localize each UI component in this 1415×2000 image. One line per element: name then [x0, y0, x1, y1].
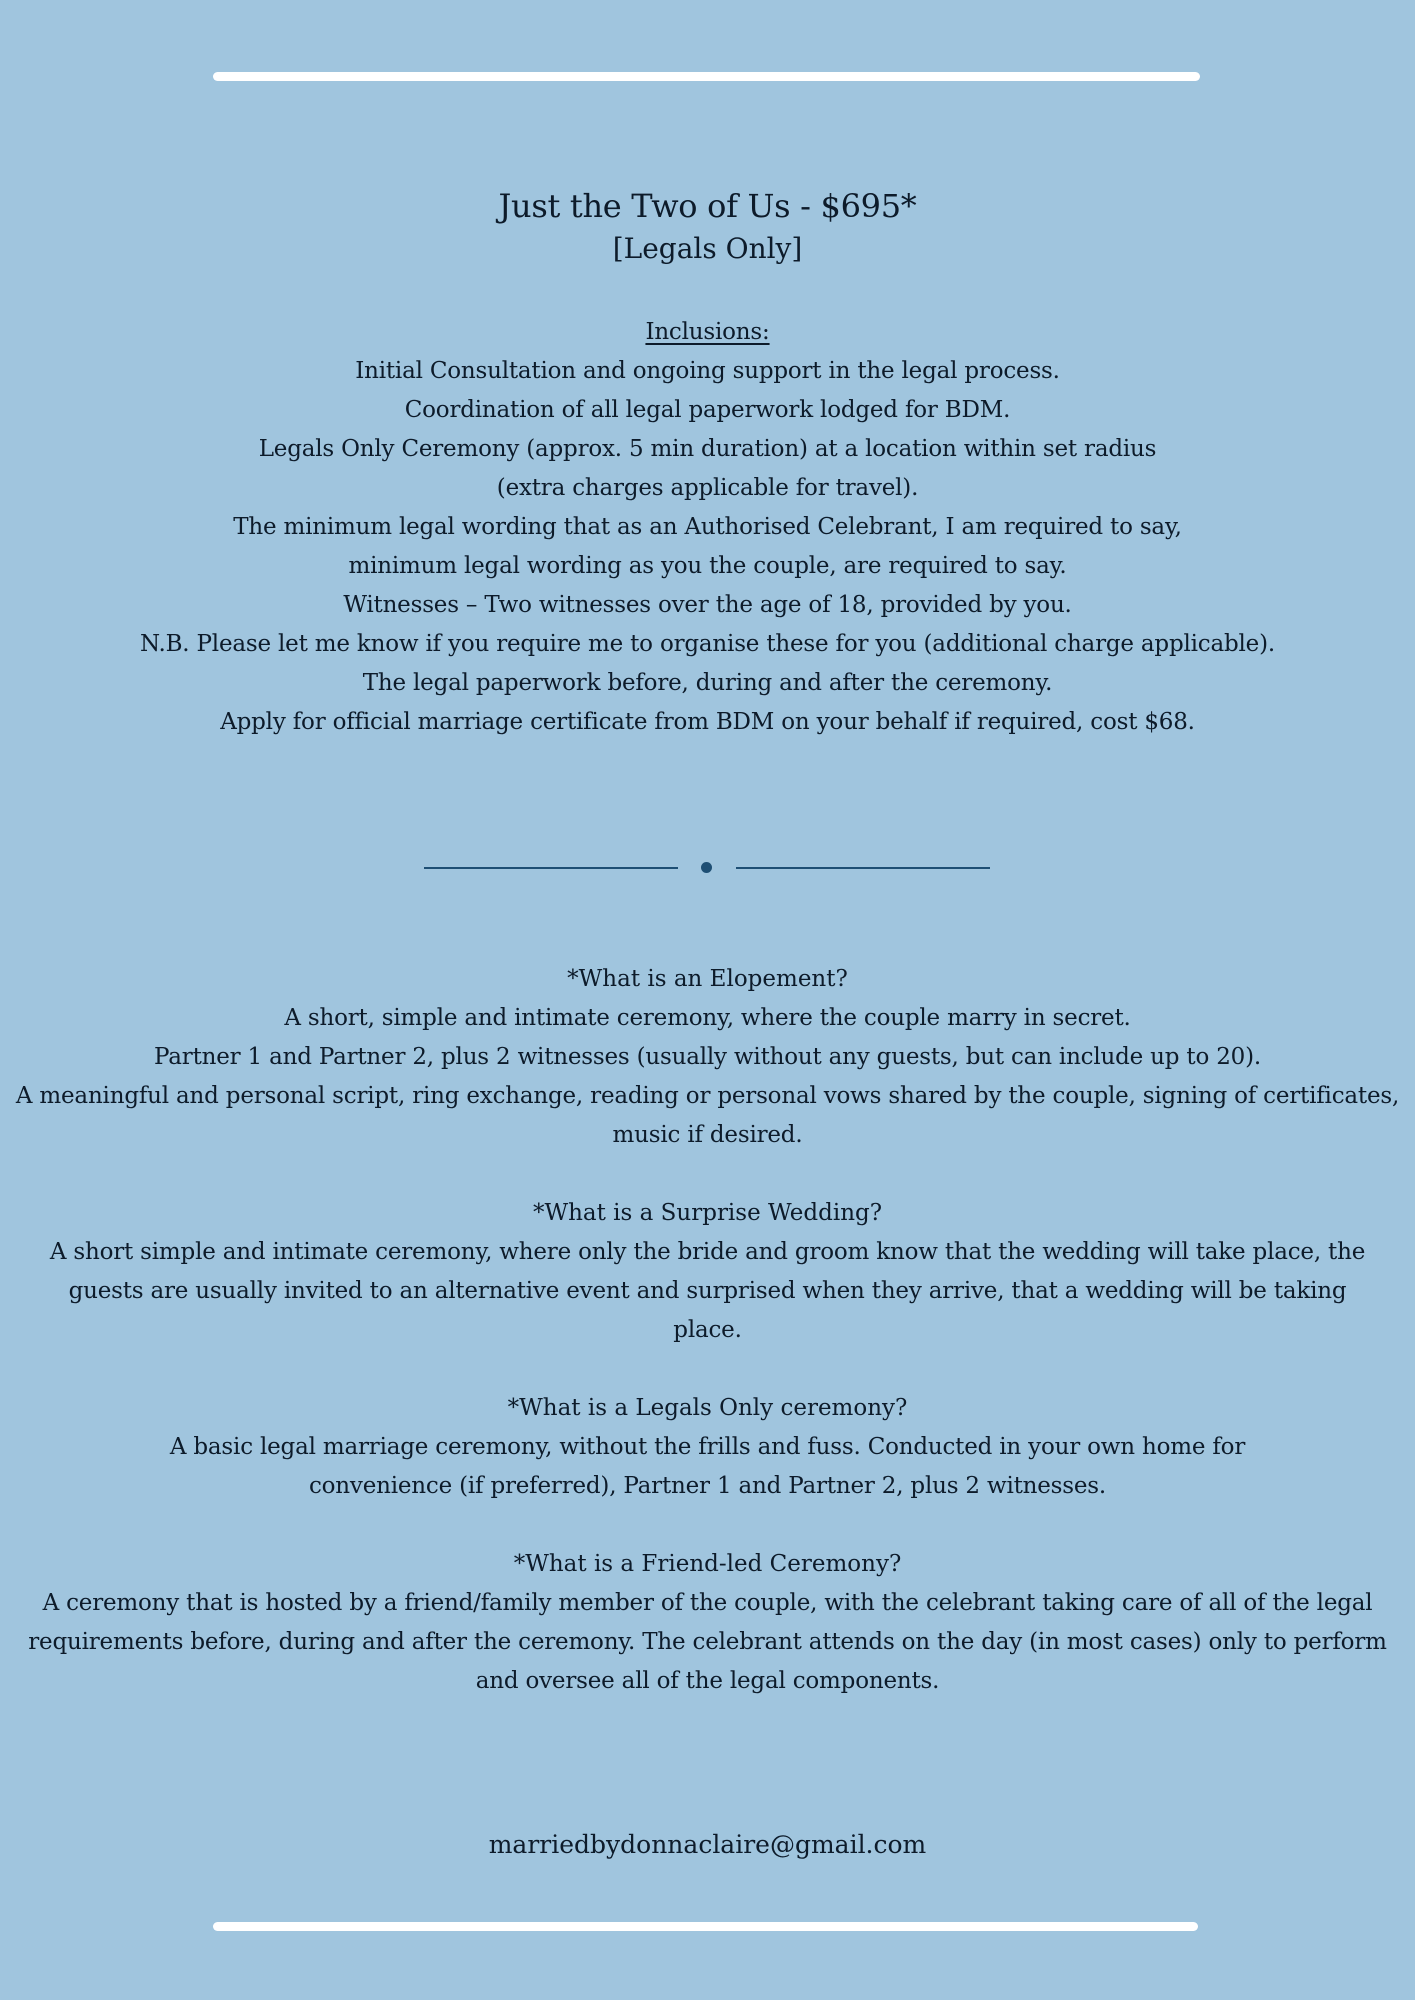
faq-answer-elopement-line: A short, simple and intimate ceremony, where the couple marry in secret.	[284, 1005, 1131, 1031]
faq-question-legals-only: *What is a Legals Only ceremony?	[507, 1395, 908, 1421]
faq-answer-legals-only: A basic legal marriage ceremony, without the frills and fuss. Conducted in your own home for convenience (if preferred), Partner 1 and Partner 2, plus 2 witnesses.	[169, 1434, 1246, 1499]
contact-email[interactable]: marriedbydonnaclaire@gmail.com	[488, 1830, 927, 1859]
inclusions-section	[0, 313, 1415, 742]
divider-dot-icon	[701, 862, 712, 873]
package-subtitle: [Legals Only]	[612, 232, 803, 265]
faq-question-surprise: *What is a Surprise Wedding?	[532, 1200, 883, 1226]
faq-question-elopement: *What is an Elopement?	[567, 966, 848, 992]
faq-answer-surprise: A short simple and intimate ceremony, where only the bride and groom know that the wedding will take place, the guests are usually invited to an alternative event and surprised when they arrive, that a wedding will be taking place.	[49, 1239, 1366, 1343]
inclusions-heading: Inclusions:	[645, 319, 770, 345]
inclusion-item: Legals Only Ceremony (approx. 5 min duration) at a location within set radius	[258, 436, 1157, 462]
faq-section	[0, 960, 1415, 1701]
inclusion-item: The minimum legal wording that as an Authorised Celebrant, I am required to say,	[233, 514, 1182, 540]
top-decorative-bar	[213, 72, 1200, 81]
inclusion-item: (extra charges applicable for travel).	[496, 475, 919, 501]
inclusion-item: Apply for official marriage certificate from BDM on your behalf if required, cost $68.	[220, 709, 1195, 735]
faq-answer-friend-led: A ceremony that is hosted by a friend/family member of the couple, with the celebrant taking care of all of the legal requirements before, during and after the ceremony. The celebrant attends on the day (in most cases) only to perform and oversee all of the legal components.	[28, 1590, 1387, 1694]
inclusion-item: The legal paperwork before, during and after the ceremony.	[362, 670, 1053, 696]
faq-answer-elopement-line: Partner 1 and Partner 2, plus 2 witnesses (usually without any guests, but can include up to 20).	[154, 1044, 1261, 1070]
inclusion-item: Initial Consultation and ongoing support in the legal process.	[355, 358, 1060, 384]
package-title: Just the Two of Us - $695*	[498, 187, 917, 225]
faq-answer-elopement-line: A meaningful and personal script, ring exchange, reading or personal vows shared by the couple, signing of certificates, music if desired.	[15, 1083, 1400, 1148]
inclusion-item: N.B. Please let me know if you require me to organise these for you (additional charge applicable).	[140, 631, 1275, 657]
divider-line-right	[736, 867, 990, 869]
inclusion-item: minimum legal wording as you the couple, are required to say.	[348, 553, 1067, 579]
faq-question-friend-led: *What is a Friend-led Ceremony?	[513, 1551, 902, 1577]
package-header	[0, 184, 1415, 270]
bottom-decorative-bar	[213, 1922, 1198, 1931]
inclusion-item: Witnesses – Two witnesses over the age of 18, provided by you.	[343, 592, 1072, 618]
inclusion-item: Coordination of all legal paperwork lodged for BDM.	[404, 397, 1011, 423]
section-divider	[424, 857, 990, 877]
divider-line-left	[424, 867, 678, 869]
